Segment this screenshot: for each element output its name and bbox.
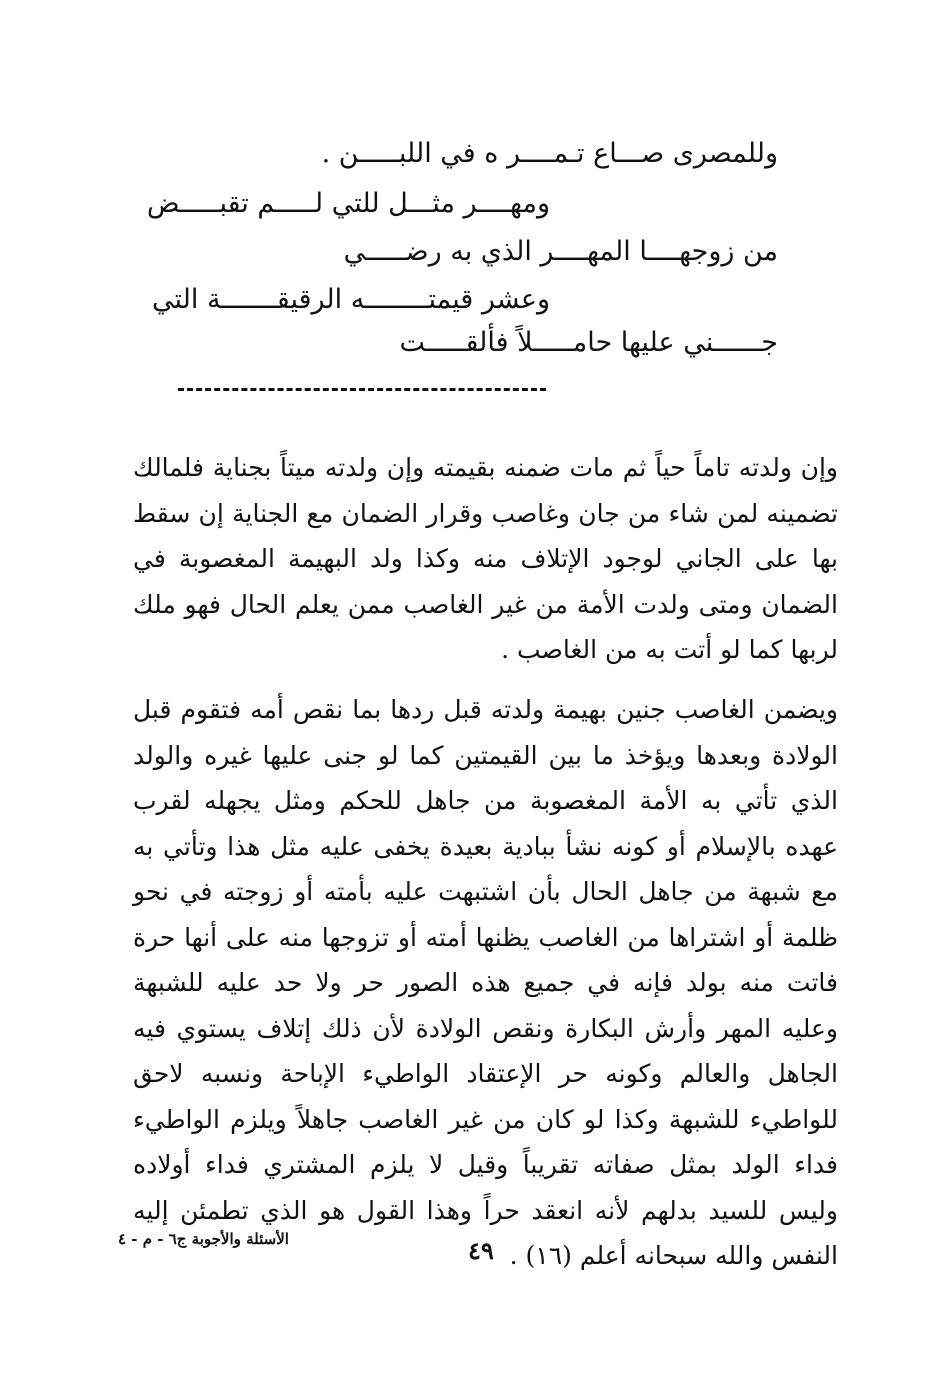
poem-verse-4: وعشر قيمتــــــــه الرقيقـــــــة التي — [151, 284, 550, 315]
paragraph-1: وإن ولدته تاماً حياً ثم مات ضمنه بقيمته وإن ولدته ميتاً بجناية فلمالك تضمينه لمن شاء من جان وغاصب وقرار الضمان مع الجناية إن سقط بها على الجاني لوجود الإتلاف منه وكذا ولد البهيمة المغصوبة في الضمان ومتى ولدت الأمة من غير الغاصب ممن يعلم الحال فهو ملك لربها كما لو أتت به من الغاصب . — [133, 453, 838, 664]
poem-verse-1: وللمصرى صـــاع تـمــــر ه في اللبـــــن . — [321, 138, 778, 169]
poem-verse-2: ومهــــر مثـــل للتي لـــــم تقبـــــض — [146, 188, 550, 219]
poem-verse-3: من زوجهــــا المهــــر الذي به رضـــــي — [343, 236, 778, 267]
paragraph-2: ويضمن الغاصب جنين بهيمة ولدته قبل ردها بما نقص أمه فتقوم قبل الولادة وبعدها ويؤخذ ما بين القيمتين كما لو جنى عليها غيره والولد الذي تأتي به الأمة المغصوبة من جاهل للحكم ومثل يجهله لقرب عهده بالإسلام أو كونه نشأ ببادية بعيدة يخفى عليه مثل هذا وتأتي به مع شبهة من جاهل الحال بأن اشتبهت عليه بأمته أو زوجته في نحو ظلمة أو اشتراها من الغاصب يظنها أمته أو تزوجها منه على أنها حرة فاتت منه بولد فإنه في جميع هذه الصور حر ولا حد عليه للشبهة وعليه المهر وأرش البكارة ونقص الولادة لأن ذلك إتلاف يستوي فيه الجاهل والعالم وكونه حر الإعتقاد الواطيء الإباحة ونسبه لاحق للواطيء للشبهة وكذا لو كان من غير الغاصب جاهلاً ويلزم الواطيء فداء الولد بمثل صفاته تقريباً وقيل لا يلزم المشتري فداء أولاده وليس للسيد بدلهم لأنه انعقد حراً وهذا القول هو الذي تطمئن إليه النفس والله سبحانه أعلم (١٦) . — [133, 695, 838, 1270]
page-number: ٤٩ — [468, 1236, 494, 1265]
poem-verse-5: جــــــني عليها حامـــــلاً فألقـــــت — [399, 327, 778, 358]
footnote-divider — [178, 388, 546, 391]
book-reference: الأسئلة والأجوبة ج٦ - م - ٤ — [118, 1230, 289, 1248]
